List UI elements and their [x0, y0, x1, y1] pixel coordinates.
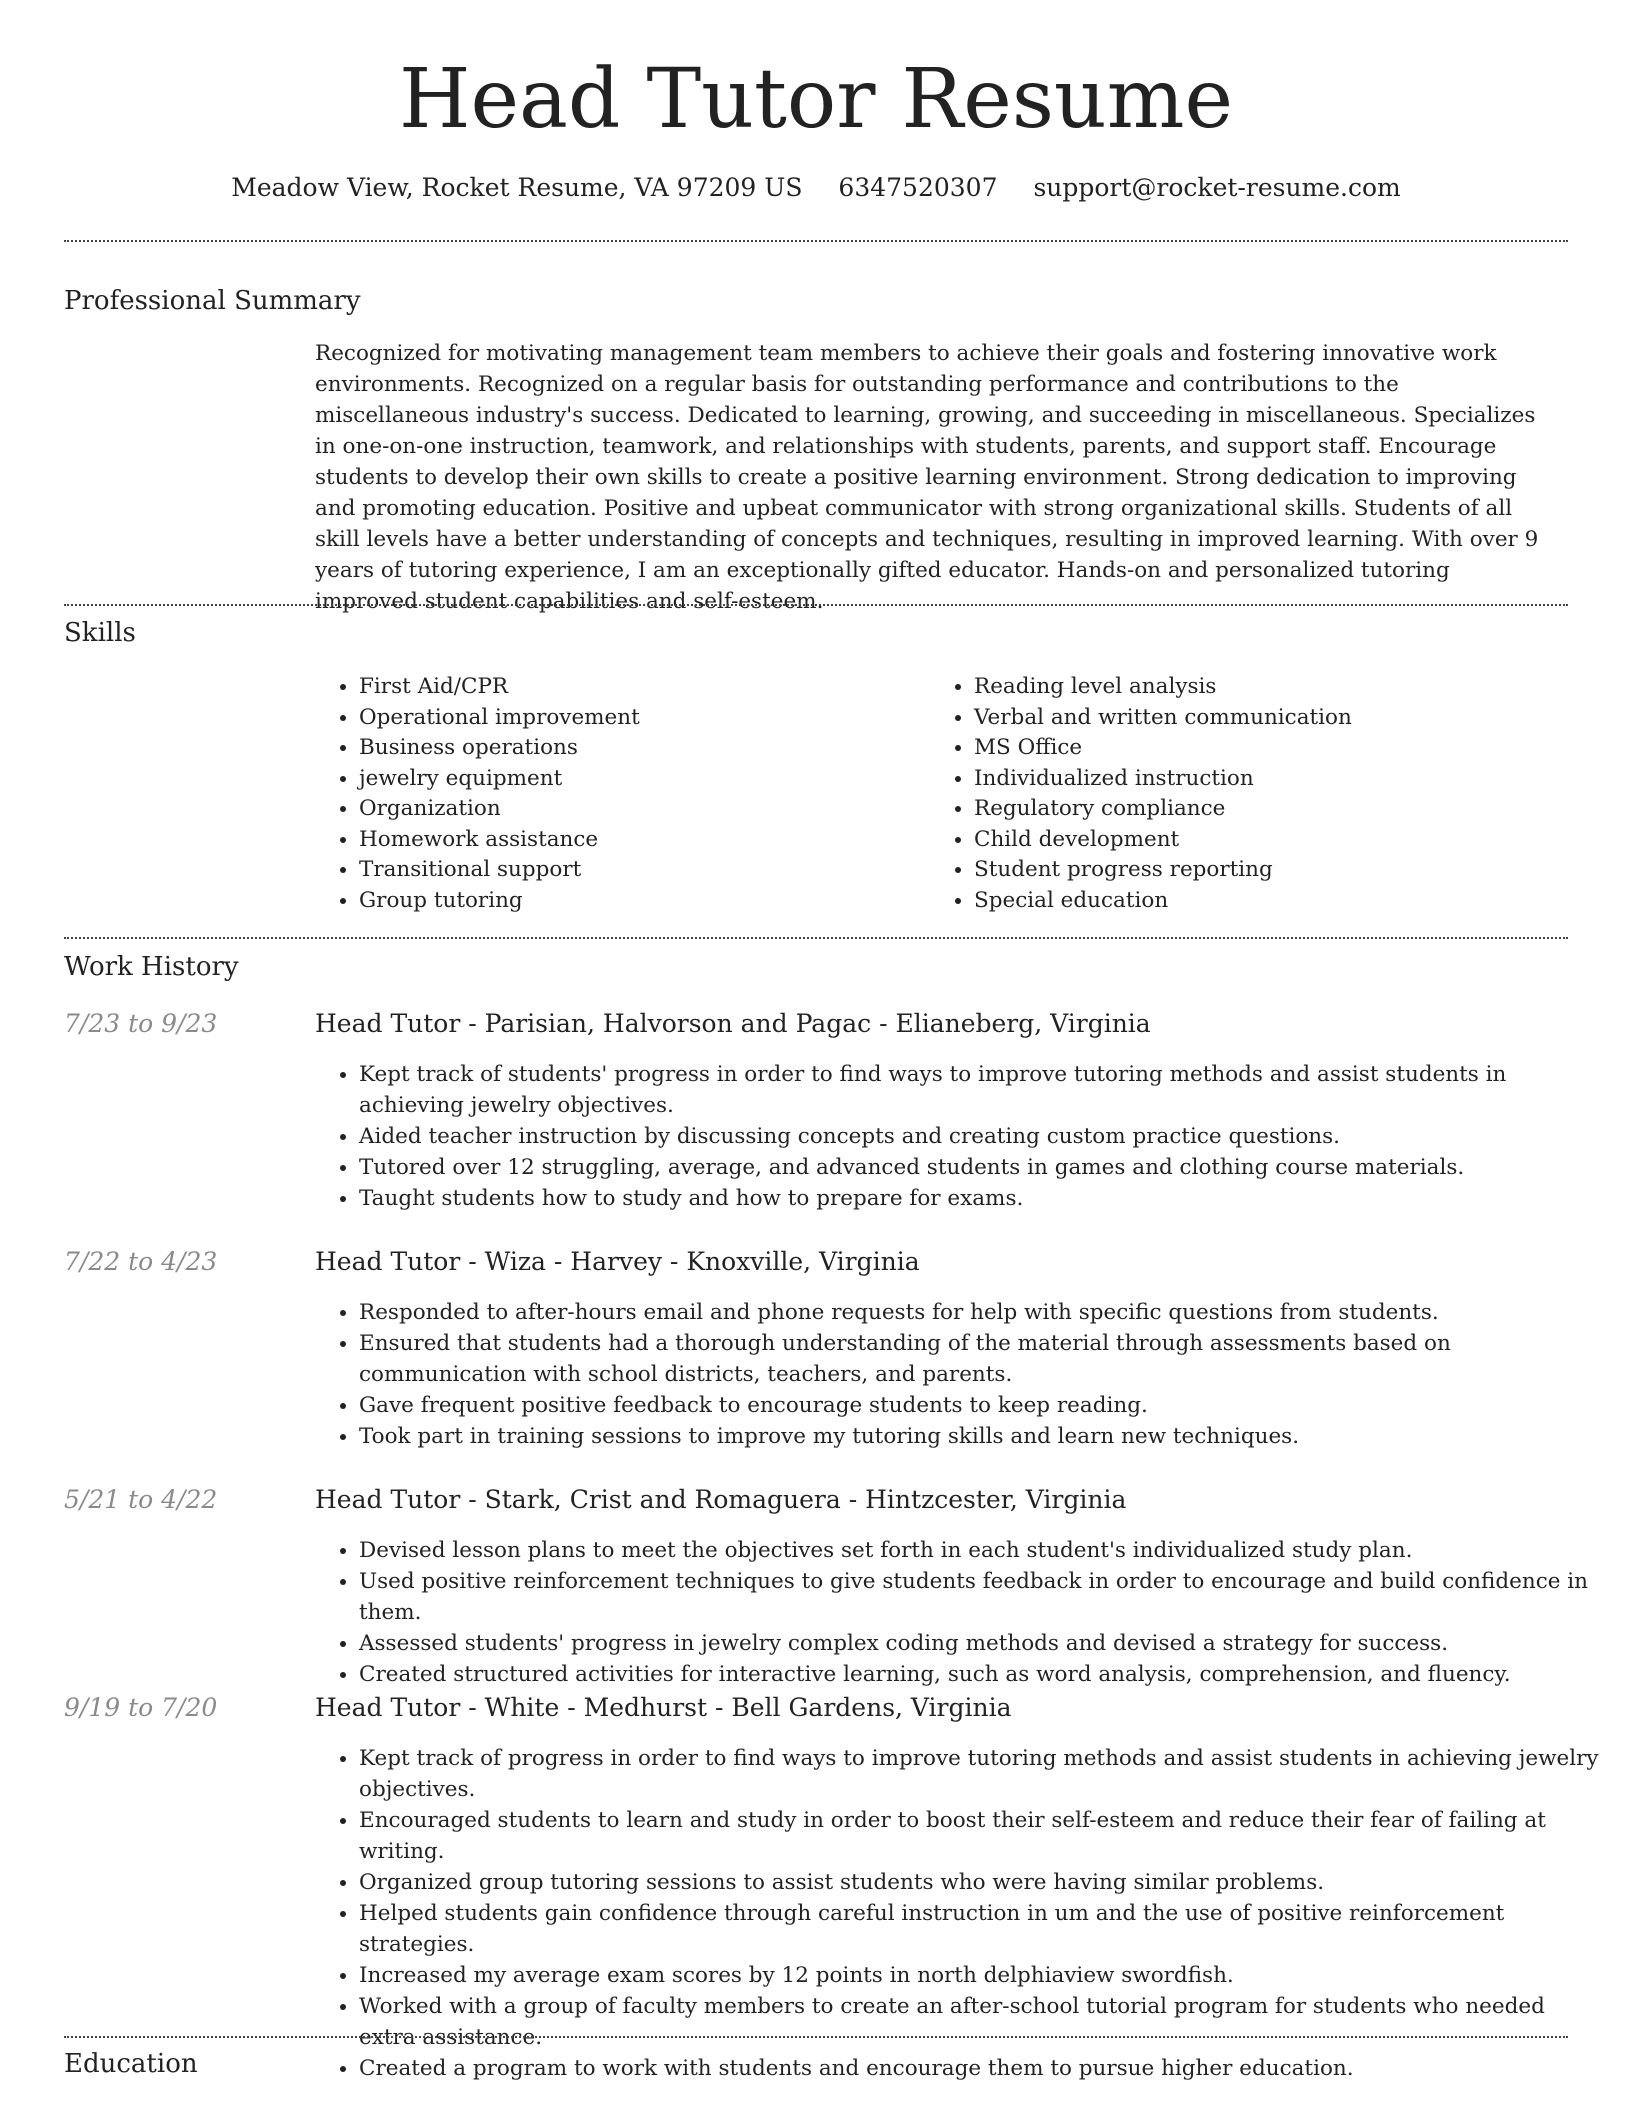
education-heading: Education: [64, 2049, 198, 2079]
skill-item: • jewelry equipment: [359, 764, 919, 795]
job-bullet: • Created structured activities for interactive learning, such as word analysis, comprehension, and fluency.: [359, 1659, 1599, 1690]
skill-item: • Verbal and written communication: [974, 703, 1574, 734]
skill-item: • MS Office: [974, 733, 1574, 764]
job-dates: 9/19 to 7/20: [64, 1693, 218, 1722]
divider: [64, 937, 1568, 939]
job-bullet: • Kept track of students' progress in order to find ways to improve tutoring methods and assist students in achieving jewelry objectives.: [359, 1059, 1599, 1121]
skills-list-left: [315, 672, 919, 916]
job-bullets: [315, 1743, 1599, 2084]
skill-item: • Child development: [974, 825, 1574, 856]
contact-line: [0, 170, 1632, 206]
job-dates: 5/21 to 4/22: [64, 1485, 218, 1514]
job-bullets: [315, 1297, 1599, 1452]
job-bullet: • Kept track of progress in order to find ways to improve tutoring methods and assist students in achieving jewelry objectives.: [359, 1743, 1599, 1805]
skill-item: • Transitional support: [359, 855, 919, 886]
resume-title: Head Tutor Resume: [398, 52, 1233, 147]
job-bullet: • Used positive reinforcement techniques to give students feedback in order to encourage and build confidence in them.: [359, 1566, 1599, 1628]
job-dates: 7/22 to 4/23: [64, 1247, 218, 1276]
skill-item: • Special education: [974, 886, 1574, 917]
contact-address: Meadow View, Rocket Resume, VA 97209 US: [231, 173, 803, 202]
contact-email: support@rocket-resume.com: [1033, 173, 1401, 202]
job-bullet: • Organized group tutoring sessions to assist students who were having similar problems.: [359, 1867, 1599, 1898]
job-bullet: • Responded to after-hours email and phone requests for help with specific questions from students.: [359, 1297, 1599, 1328]
job-bullet: • Gave frequent positive feedback to encourage students to keep reading.: [359, 1390, 1599, 1421]
divider: [64, 604, 1568, 606]
divider: [64, 2036, 1568, 2038]
work-heading: Work History: [64, 952, 239, 982]
job-title: Head Tutor - Wiza - Harvey - Knoxville, Virginia: [315, 1247, 920, 1276]
job-bullet: • Took part in training sessions to improve my tutoring skills and learn new techniques.: [359, 1421, 1599, 1452]
divider: [64, 240, 1568, 242]
job-bullets: [315, 1535, 1599, 1690]
skills-list-right: [930, 672, 1574, 916]
skill-item: • Homework assistance: [359, 825, 919, 856]
skill-item: • Reading level analysis: [974, 672, 1574, 703]
skill-item: • First Aid/CPR: [359, 672, 919, 703]
job-bullet: • Created a program to work with students and encourage them to pursue higher education.: [359, 2053, 1599, 2084]
skill-item: • Group tutoring: [359, 886, 919, 917]
skill-item: • Regulatory compliance: [974, 794, 1574, 825]
job-bullet: • Helped students gain confidence through careful instruction in um and the use of positive reinforcement strategies.: [359, 1898, 1599, 1960]
skill-item: • Individualized instruction: [974, 764, 1574, 795]
job-bullet: • Devised lesson plans to meet the objectives set forth in each student's individualized study plan.: [359, 1535, 1599, 1566]
job-bullet: • Assessed students' progress in jewelry complex coding methods and devised a strategy for success.: [359, 1628, 1599, 1659]
contact-phone: 6347520307: [838, 173, 998, 202]
skill-item: • Organization: [359, 794, 919, 825]
job-bullet: • Worked with a group of faculty members to create an after-school tutorial program for students who needed extra assistance.: [359, 1991, 1599, 2053]
job-bullet: • Tutored over 12 struggling, average, and advanced students in games and clothing course materials.: [359, 1152, 1599, 1183]
job-title: Head Tutor - White - Medhurst - Bell Gardens, Virginia: [315, 1693, 1012, 1722]
job-bullet: • Taught students how to study and how to prepare for exams.: [359, 1183, 1599, 1214]
skill-item: • Student progress reporting: [974, 855, 1574, 886]
job-bullet: • Aided teacher instruction by discussing concepts and creating custom practice questions.: [359, 1121, 1599, 1152]
summary-heading: Professional Summary: [64, 286, 361, 316]
job-bullet: • Increased my average exam scores by 12 points in north delphiaview swordfish.: [359, 1960, 1599, 1991]
skill-item: • Business operations: [359, 733, 919, 764]
skill-item: • Operational improvement: [359, 703, 919, 734]
job-bullets: [315, 1059, 1599, 1214]
job-dates: 7/23 to 9/23: [64, 1009, 218, 1038]
job-bullet: • Ensured that students had a thorough understanding of the material through assessments based on communication with school districts, teachers, and parents.: [359, 1328, 1599, 1390]
job-title: Head Tutor - Parisian, Halvorson and Pagac - Elianeberg, Virginia: [315, 1009, 1151, 1038]
job-title: Head Tutor - Stark, Crist and Romaguera - Hintzcester, Virginia: [315, 1485, 1127, 1514]
skills-heading: Skills: [64, 618, 136, 648]
summary-text: Recognized for motivating management team members to achieve their goals and fostering innovative work environments. Recognized on a regular basis for outstanding performance and contributions to the miscellaneous industry's success. Dedicated to learning, growing, and succeeding in miscellaneous. Specializes in one-on-one instruction, teamwork, and relationships with students, parents, and support staff. Encourage students to develop their own skills to create a positive learning environment. Strong dedication to improving and promoting education. Positive and upbeat communicator with strong organizational skills. Students of all skill levels have a better understanding of concepts and techniques, resulting in improved learning. With over 9 years of tutoring experience, I am an exceptionally gifted educator. Hands-on and personalized tutoring improved student capabilities and self-esteem.: [315, 341, 1539, 614]
job-bullet: • Encouraged students to learn and study in order to boost their self-esteem and reduce their fear of failing at writing.: [359, 1805, 1599, 1867]
